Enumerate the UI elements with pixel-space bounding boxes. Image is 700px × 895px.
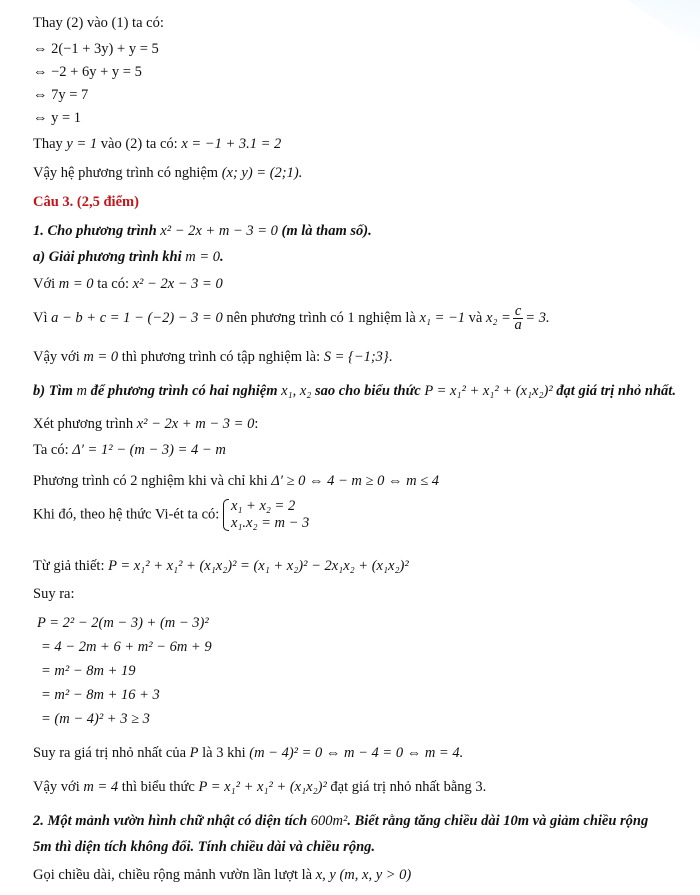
text-line <box>33 415 258 433</box>
math: x₁, x₂ <box>281 383 312 399</box>
text: Ta có: <box>33 442 69 458</box>
equation-step: = m² − 8m + 19 <box>41 663 136 679</box>
text: b) Tìm <box>33 383 73 399</box>
math: x² − 2x + m − 3 = 0 <box>136 416 255 432</box>
math: P = x₁² + x₁² + (x₁x₂)² <box>198 779 327 795</box>
problem-statement <box>33 222 372 240</box>
math: m = 0 <box>185 249 221 265</box>
math: S = {−1;3} <box>323 349 389 365</box>
equation-step: ⇔ 2(−1 + 3y) + y = 5 <box>33 41 159 57</box>
math: Δ′ = 1² − (m − 3) = 4 − m <box>72 442 226 458</box>
text: Khi đó, theo hệ thức Vi-ét ta có: <box>33 506 220 523</box>
text: . <box>388 349 393 365</box>
text: đạt giá trị nhỏ nhất. <box>556 383 676 399</box>
text-line <box>33 164 302 182</box>
fraction-denominator: a <box>514 317 522 333</box>
text: vào (2) ta có: <box>100 136 178 152</box>
text: để phương trình có hai nghiệm <box>90 383 278 399</box>
text: nên phương trình có 1 nghiệm là <box>226 309 416 326</box>
math: P = x₁² + x₁² + (x₁x₂)² <box>424 383 553 399</box>
text: . <box>220 249 224 265</box>
text: 1. Cho phương trình <box>33 223 157 239</box>
text: (m là tham số). <box>281 223 372 239</box>
text: Với <box>33 276 56 292</box>
equation-step: ⇔ −2 + 6y + y = 5 <box>33 64 142 80</box>
math: m = 0 <box>83 349 119 365</box>
question-heading: Câu 3. (2,5 điểm) <box>33 194 139 210</box>
math: x = −1 + 3.1 = 2 <box>181 136 282 152</box>
text-line <box>33 778 486 796</box>
text: Thay <box>33 136 63 152</box>
math: x₂ = <box>485 309 511 326</box>
fraction <box>513 305 523 332</box>
text-line <box>33 866 411 884</box>
text: Suy ra giá trị nhỏ nhất của <box>33 745 187 761</box>
problem-statement <box>33 812 648 830</box>
text: thì phương trình có tập nghiệm là: <box>121 349 321 365</box>
equation-step: = (m − 4)² + 3 ≥ 3 <box>41 711 150 727</box>
text: 2. Một mảnh vườn hình chữ nhật có diện tích <box>33 813 308 829</box>
math: m <box>76 383 87 399</box>
math: m = 4 <box>83 779 119 795</box>
equation-step: ⇔ y = 1 <box>33 110 82 126</box>
math: P <box>189 745 199 761</box>
text-line <box>33 441 226 459</box>
text: ta có: <box>97 276 129 292</box>
page-corner-decoration <box>614 0 700 59</box>
math: y = 1 <box>66 136 98 152</box>
math: x₁ = −1 <box>419 309 466 326</box>
equation-system <box>223 498 309 532</box>
text: Từ giả thiết: <box>33 558 105 574</box>
text-line <box>33 305 550 332</box>
math: m = 0 <box>58 276 94 292</box>
math: a − b + c = 1 − (−2) − 3 = 0 <box>51 309 223 326</box>
text-line <box>33 744 463 762</box>
equation-step: = m² − 8m + 16 + 3 <box>41 687 160 703</box>
math: x² − 2x − 3 = 0 <box>132 276 223 292</box>
problem-statement: 5m thì diện tích không đổi. Tính chiều dài và chiều rộng. <box>33 839 376 855</box>
text: Vậy với <box>33 779 80 795</box>
math: (m − 4)² = 0 ⇔ m − 4 = 0 ⇔ m = 4. <box>249 745 464 761</box>
math: x² − 2x + m − 3 = 0 <box>160 223 278 239</box>
text: a) Giải phương trình khi <box>33 249 182 265</box>
subproblem-a <box>33 248 224 266</box>
text-line: Suy ra: <box>33 586 75 602</box>
text-line <box>33 557 409 575</box>
text-line <box>33 472 439 490</box>
text: Vậy với <box>33 349 80 365</box>
math: x, y (m, x, y > 0) <box>315 867 412 883</box>
text: sao cho biểu thức <box>314 383 421 399</box>
text: Vì <box>33 309 48 326</box>
text-line <box>33 348 392 366</box>
math: 600m² <box>310 813 348 829</box>
math: (x; y) = (2;1). <box>221 165 303 181</box>
text: và <box>468 309 483 326</box>
text: đạt giá trị nhỏ nhất bằng 3. <box>330 779 487 795</box>
text: Vậy hệ phương trình có nghiệm <box>33 165 219 181</box>
text: Gọi chiều dài, chiều rộng mảnh vườn lần lượt là <box>33 867 313 883</box>
text: là 3 khi <box>202 745 246 761</box>
equation-step: = 4 − 2m + 6 + m² − 6m + 9 <box>41 639 212 655</box>
system-equation: x₁.x₂ = m − 3 <box>230 515 310 531</box>
math: P = x₁² + x₁² + (x₁x₂)² = (x₁ + x₂)² − 2x₁x₂ + (x₁x₂)² <box>108 558 409 574</box>
text: Xét phương trình <box>33 416 134 432</box>
equation-step: ⇔ 7y = 7 <box>33 87 89 103</box>
text: . Biết rằng tăng chiều dài 10m và giảm chiều rộng <box>347 813 649 829</box>
system-equation: x₁ + x₂ = 2 <box>230 498 296 514</box>
text: Phương trình có 2 nghiệm khi và chỉ khi <box>33 473 268 489</box>
fraction-numerator: c <box>514 303 522 319</box>
subproblem-b <box>33 382 676 400</box>
text-line: Thay (2) vào (1) ta có: <box>33 15 164 31</box>
text-line <box>33 275 223 293</box>
text-line <box>33 135 281 153</box>
text: thì biểu thức <box>121 779 195 795</box>
math: Δ′ ≥ 0 ⇔ 4 − m ≥ 0 ⇔ m ≤ 4 <box>271 473 440 489</box>
math: = 3. <box>525 309 550 326</box>
text-line <box>33 498 309 532</box>
text: : <box>254 416 259 432</box>
equation-step: P = 2² − 2(m − 3) + (m − 3)² <box>37 615 209 631</box>
